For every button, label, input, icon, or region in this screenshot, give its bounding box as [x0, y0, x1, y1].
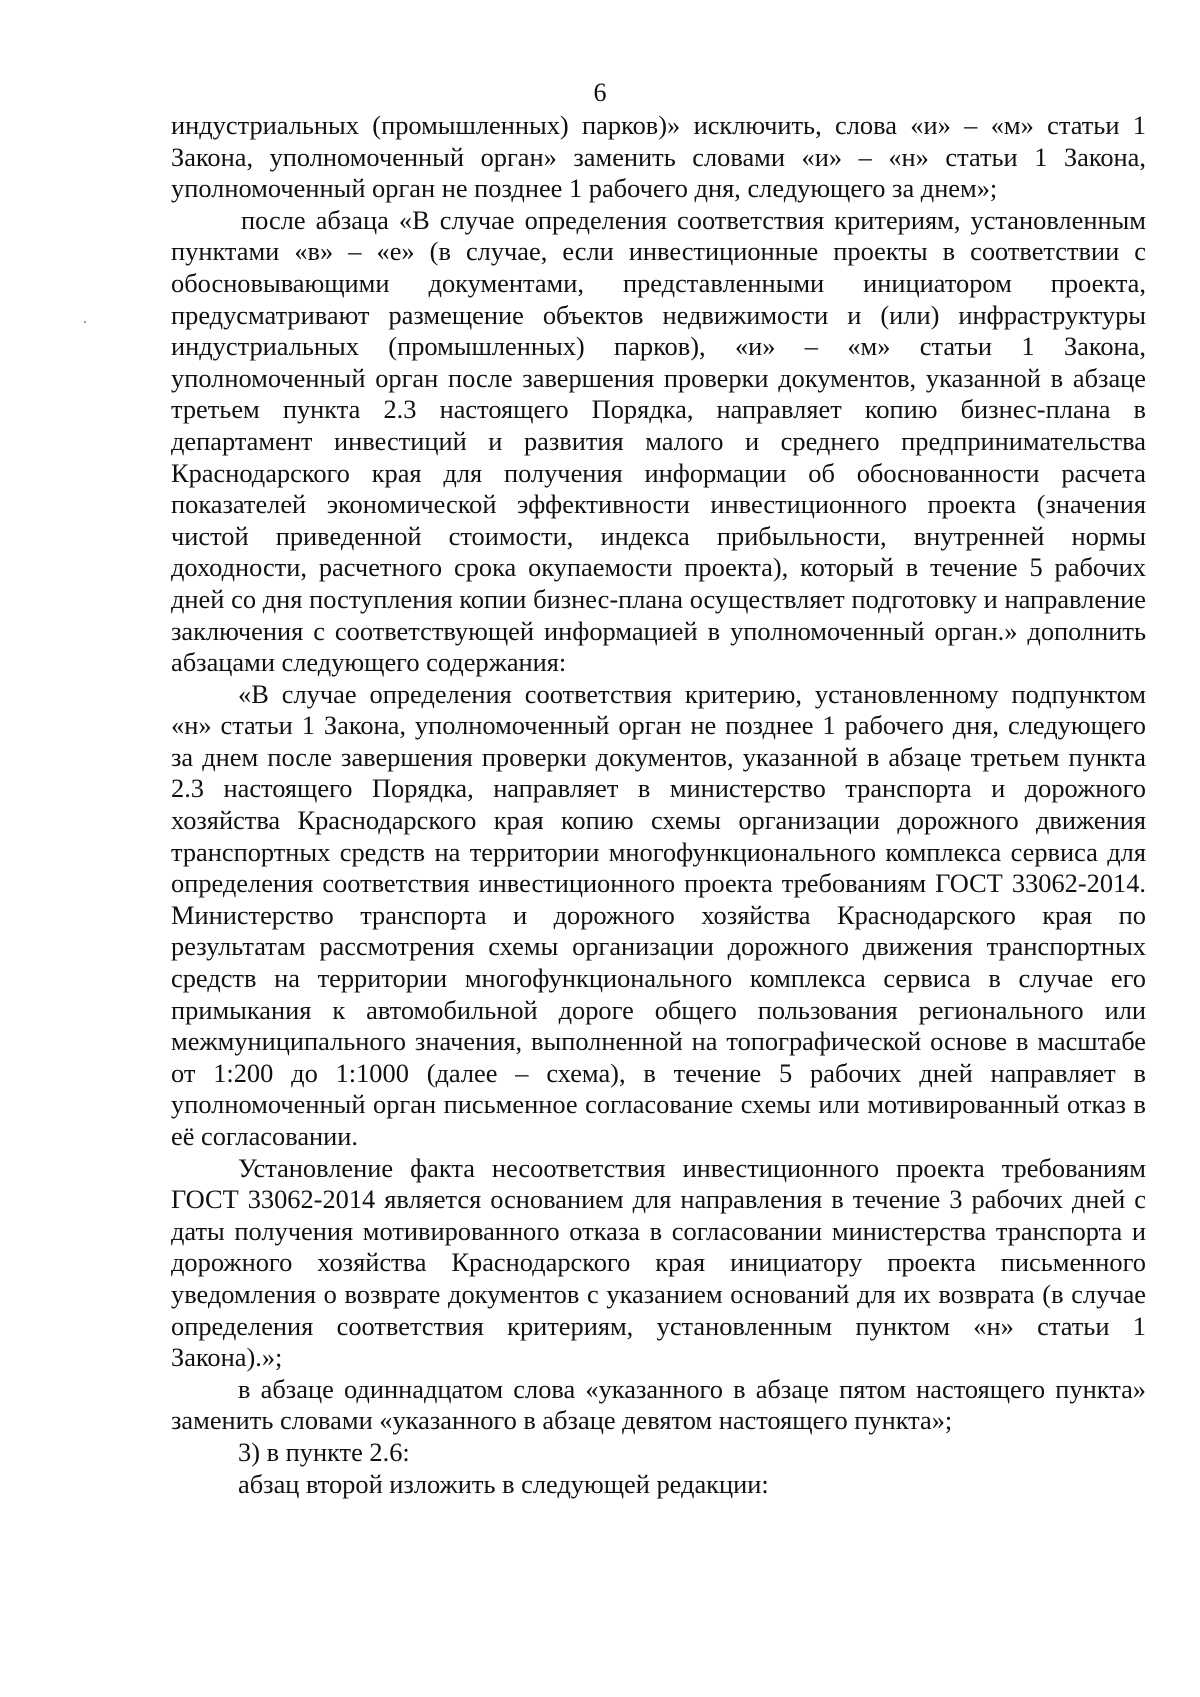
paragraph-3: «В случае определения соответствия критерию, установленному подпунктом «н» статьи 1 Закона, уполномоченный орган не позднее 1 рабочего дня, следующего за днем после завершения проверки документов, указанной в абзаце третьем пункта 2.3 настоящего Порядка, направляет в министерство транспорта и дорожного хозяйства Краснодарского края копию схемы организации дорожного движения транспортных средств на территории многофункционального комплекса сервиса для определения соответствия инвестиционного проекта требованиям ГОСТ 33062-2014. Министерство транспорта и дорожного хозяйства Краснодарского края по результатам рассмотрения схемы организации дорожного движения транспортных средств на территории многофункционального комплекса сервиса в случае его примыкания к автомобильной дороге общего пользования регионального или межмуниципального значения, выполненной на топографической основе в масштабе от 1:200 до 1:1000 (далее – схема), в течение 5 рабочих дней направляет в уполномоченный орган письменное согласование схемы или мотивированный отказ в её согласовании. — [171, 678, 1146, 1151]
paragraph-1: индустриальных (промышленных) парков)» исключить, слова «и» – «м» статьи 1 Закона, уполномоченный орган» заменить словами «и» – «н» статьи 1 Закона, уполномоченный орган не позднее 1 рабочего дня, следующего за днем»; — [171, 110, 1146, 204]
paragraph-4: Установление факта несоответствия инвестиционного проекта требованиям ГОСТ 33062-2014 является основанием для направления в течение 3 рабочих дней с даты получения мотивированного отказа в согласовании министерства транспорта и дорожного хозяйства Краснодарского края инициатору проекта письменного уведомления о возврате документов с указанием оснований для их возврата (в случае определения соответствия критериям, установленным пунктом «н» статьи 1 Закона).»; — [171, 1152, 1146, 1373]
paragraph-5: в абзаце одиннадцатом слова «указанного в абзаце пятом настоящего пункта» заменить словами «указанного в абзаце девятом настоящего пункта»; — [171, 1373, 1146, 1436]
page-number: 6 — [593, 78, 607, 107]
scan-speck — [84, 321, 86, 323]
paragraph-2: после абзаца «В случае определения соответствия критериям, установленным пунктами «в» – «е» (в случае, если инвестиционные проекты в соответствии с обосновывающими документами, представленными инициатором проекта, предусматривают размещение объектов недвижимости и (или) инфраструктуры индустриальных (промышленных) парков), «и» – «м» статьи 1 Закона, уполномоченный орган после завершения проверки документов, указанной в абзаце третьем пункта 2.3 настоящего Порядка, направляет копию бизнес-плана в департамент инвестиций и развития малого и среднего предпринимательства Краснодарского края для получения информации об обоснованности расчета показателей экономической эффективности инвестиционного проекта (значения чистой приведенной стоимости, индекса прибыльности, внутренней нормы доходности, расчетного срока окупаемости проекта), который в течение 5 рабочих дней со дня поступления копии бизнес-плана осуществляет подготовку и направление заключения с соответствующей информацией в уполномоченный орган.» дополнить абзацами следующего содержания: — [171, 204, 1146, 678]
document-body — [171, 110, 1146, 1500]
paragraph-6: 3) в пункте 2.6: — [238, 1436, 410, 1467]
paragraph-7: абзац второй изложить в следующей редакции: — [238, 1468, 769, 1499]
